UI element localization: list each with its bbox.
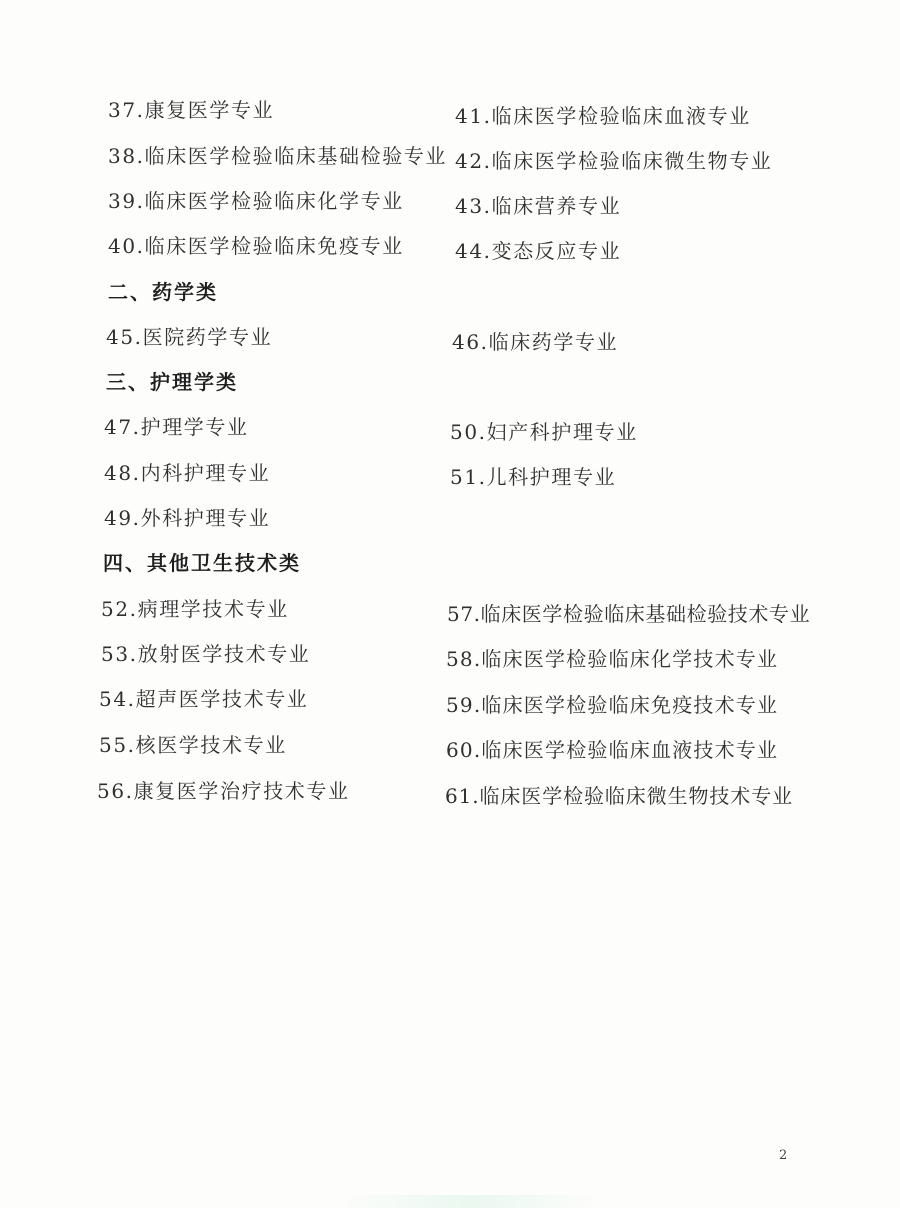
list-item-51: 51.儿科护理专业 [450,465,617,489]
list-item-58: 58.临床医学检验临床化学技术专业 [446,647,779,671]
list-item-59: 59.临床医学检验临床免疫技术专业 [446,693,779,717]
list-item-48: 48.内科护理专业 [104,461,271,485]
list-item-57: 57.临床医学检验临床基础检验技术专业 [447,602,811,626]
list-item-61: 61.临床医学检验临床微生物技术专业 [445,784,794,808]
section-heading-nursing: 三、护理学类 [106,370,238,394]
list-item-47: 47.护理学专业 [104,415,249,439]
list-item-50: 50.妇产科护理专业 [450,420,638,444]
section-heading-pharmacy: 二、药学类 [108,280,218,304]
list-item-54: 54.超声医学技术专业 [99,687,309,711]
list-item-37: 37.康复医学专业 [108,98,275,122]
list-item-60: 60.临床医学检验临床血液技术专业 [446,738,779,762]
list-item-41: 41.临床医学检验临床血液专业 [455,104,751,128]
list-item-39: 39.临床医学检验临床化学专业 [108,189,404,213]
list-item-52: 52.病理学技术专业 [101,597,289,621]
section-heading-other-tech: 四、其他卫生技术类 [103,551,301,575]
list-item-43: 43.临床营养专业 [455,194,622,218]
list-item-38: 38.临床医学检验临床基础检验专业 [108,144,448,168]
page-number: 2 [779,1148,788,1163]
list-item-40: 40.临床医学检验临床免疫专业 [108,234,404,258]
list-item-49: 49.外科护理专业 [104,506,271,530]
list-item-56: 56.康复医学治疗技术专业 [97,779,350,803]
list-item-53: 53.放射医学技术专业 [101,642,311,666]
list-item-46: 46.临床药学专业 [452,330,619,354]
scan-edge-artifact [340,1195,600,1208]
list-item-45: 45.医院药学专业 [106,325,273,349]
list-item-44: 44.变态反应专业 [455,239,622,263]
list-item-42: 42.临床医学检验临床微生物专业 [455,149,773,173]
list-item-55: 55.核医学技术专业 [99,733,287,757]
